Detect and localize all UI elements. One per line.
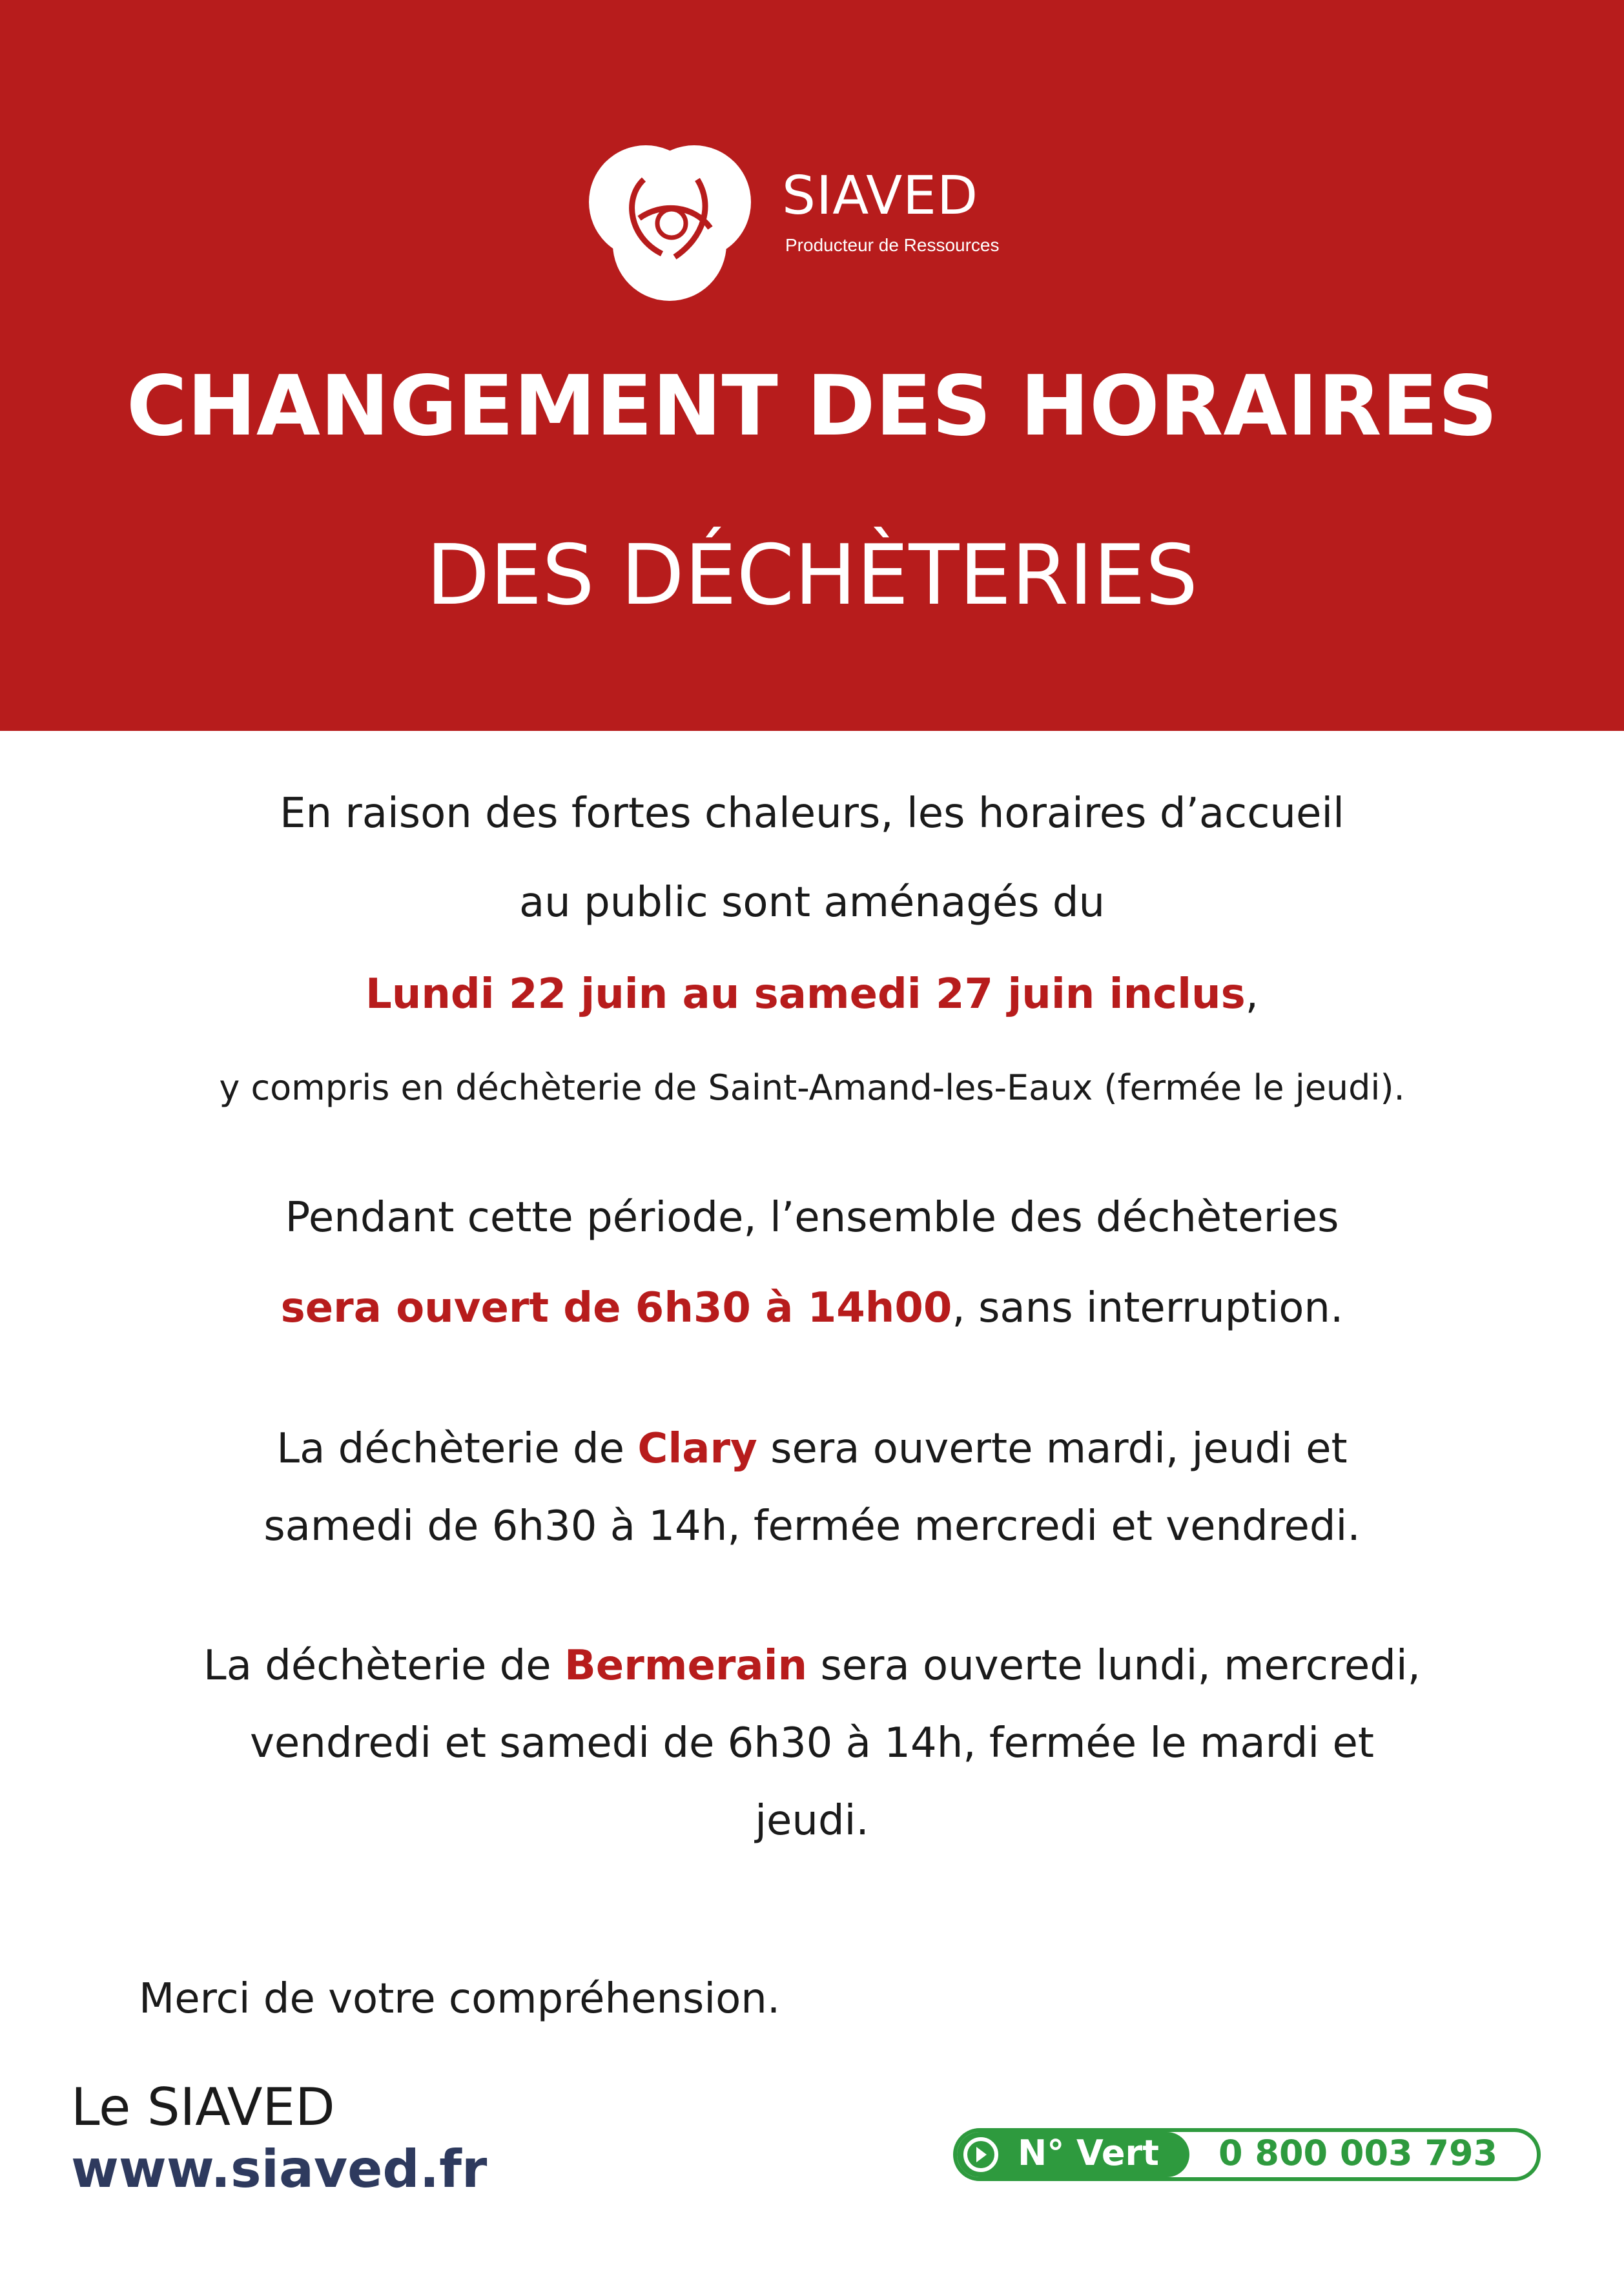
para2-line2-suffix: , sans interruption. xyxy=(952,1284,1344,1332)
para4-line2: vendredi et samedi de 6h30 à 14h, fermée le mardi et xyxy=(250,1719,1374,1767)
title-line-1: CHANGEMENT DES HORAIRES xyxy=(126,358,1498,455)
hours-highlight: sera ouvert de 6h30 à 14h00 xyxy=(280,1284,952,1332)
para4-line3: jeudi. xyxy=(755,1797,869,1845)
para3-line1 xyxy=(0,1425,1624,1473)
para1-line3-suffix: , xyxy=(1245,970,1259,1018)
para4-line1-prefix: La déchèterie de xyxy=(203,1642,564,1690)
siaved-logo xyxy=(584,141,1049,302)
numero-vert-number: 0 800 003 793 xyxy=(1218,2133,1498,2173)
para2-line2 xyxy=(0,1284,1624,1332)
logo-tagline: Producteur de Ressources xyxy=(785,235,1000,255)
date-range-highlight: Lundi 22 juin au samedi 27 juin inclus xyxy=(365,970,1246,1018)
para4-line1 xyxy=(0,1642,1624,1690)
siaved-logo-icon xyxy=(584,141,755,302)
arrow-right-icon xyxy=(962,2136,1000,2173)
para1-line4: y compris en déchèterie de Saint-Amand-les-Eaux (fermée le jeudi). xyxy=(219,1067,1405,1108)
numero-vert-pill xyxy=(957,2132,1189,2177)
para2-line1: Pendant cette période, l’ensemble des déchèteries xyxy=(285,1194,1339,1242)
para4-line1-suffix: sera ouverte lundi, mercredi, xyxy=(807,1642,1421,1690)
numero-vert-badge[interactable] xyxy=(953,2128,1541,2181)
numero-vert-label: N° Vert xyxy=(1018,2133,1159,2173)
header-banner xyxy=(0,0,1624,731)
signature: Le SIAVED xyxy=(71,2077,335,2137)
para1-line1: En raison des fortes chaleurs, les horaires d’accueil xyxy=(280,790,1344,837)
para3-line2: samedi de 6h30 à 14h, fermée mercredi et vendredi. xyxy=(263,1502,1361,1550)
bermerain-highlight: Bermerain xyxy=(564,1642,808,1690)
title-line-2: DES DÉCHÈTERIES xyxy=(426,528,1198,624)
clary-highlight: Clary xyxy=(637,1425,757,1473)
para3-line1-prefix: La déchèterie de xyxy=(276,1425,638,1473)
logo-name: SIAVED xyxy=(782,165,979,227)
para1-line2: au public sont aménagés du xyxy=(519,879,1105,927)
para1-line3 xyxy=(0,970,1624,1018)
closing-text: Merci de votre compréhension. xyxy=(139,1975,781,2023)
website-link[interactable]: www.siaved.fr xyxy=(71,2139,488,2199)
para3-line1-suffix: sera ouverte mardi, jeudi et xyxy=(757,1425,1348,1473)
